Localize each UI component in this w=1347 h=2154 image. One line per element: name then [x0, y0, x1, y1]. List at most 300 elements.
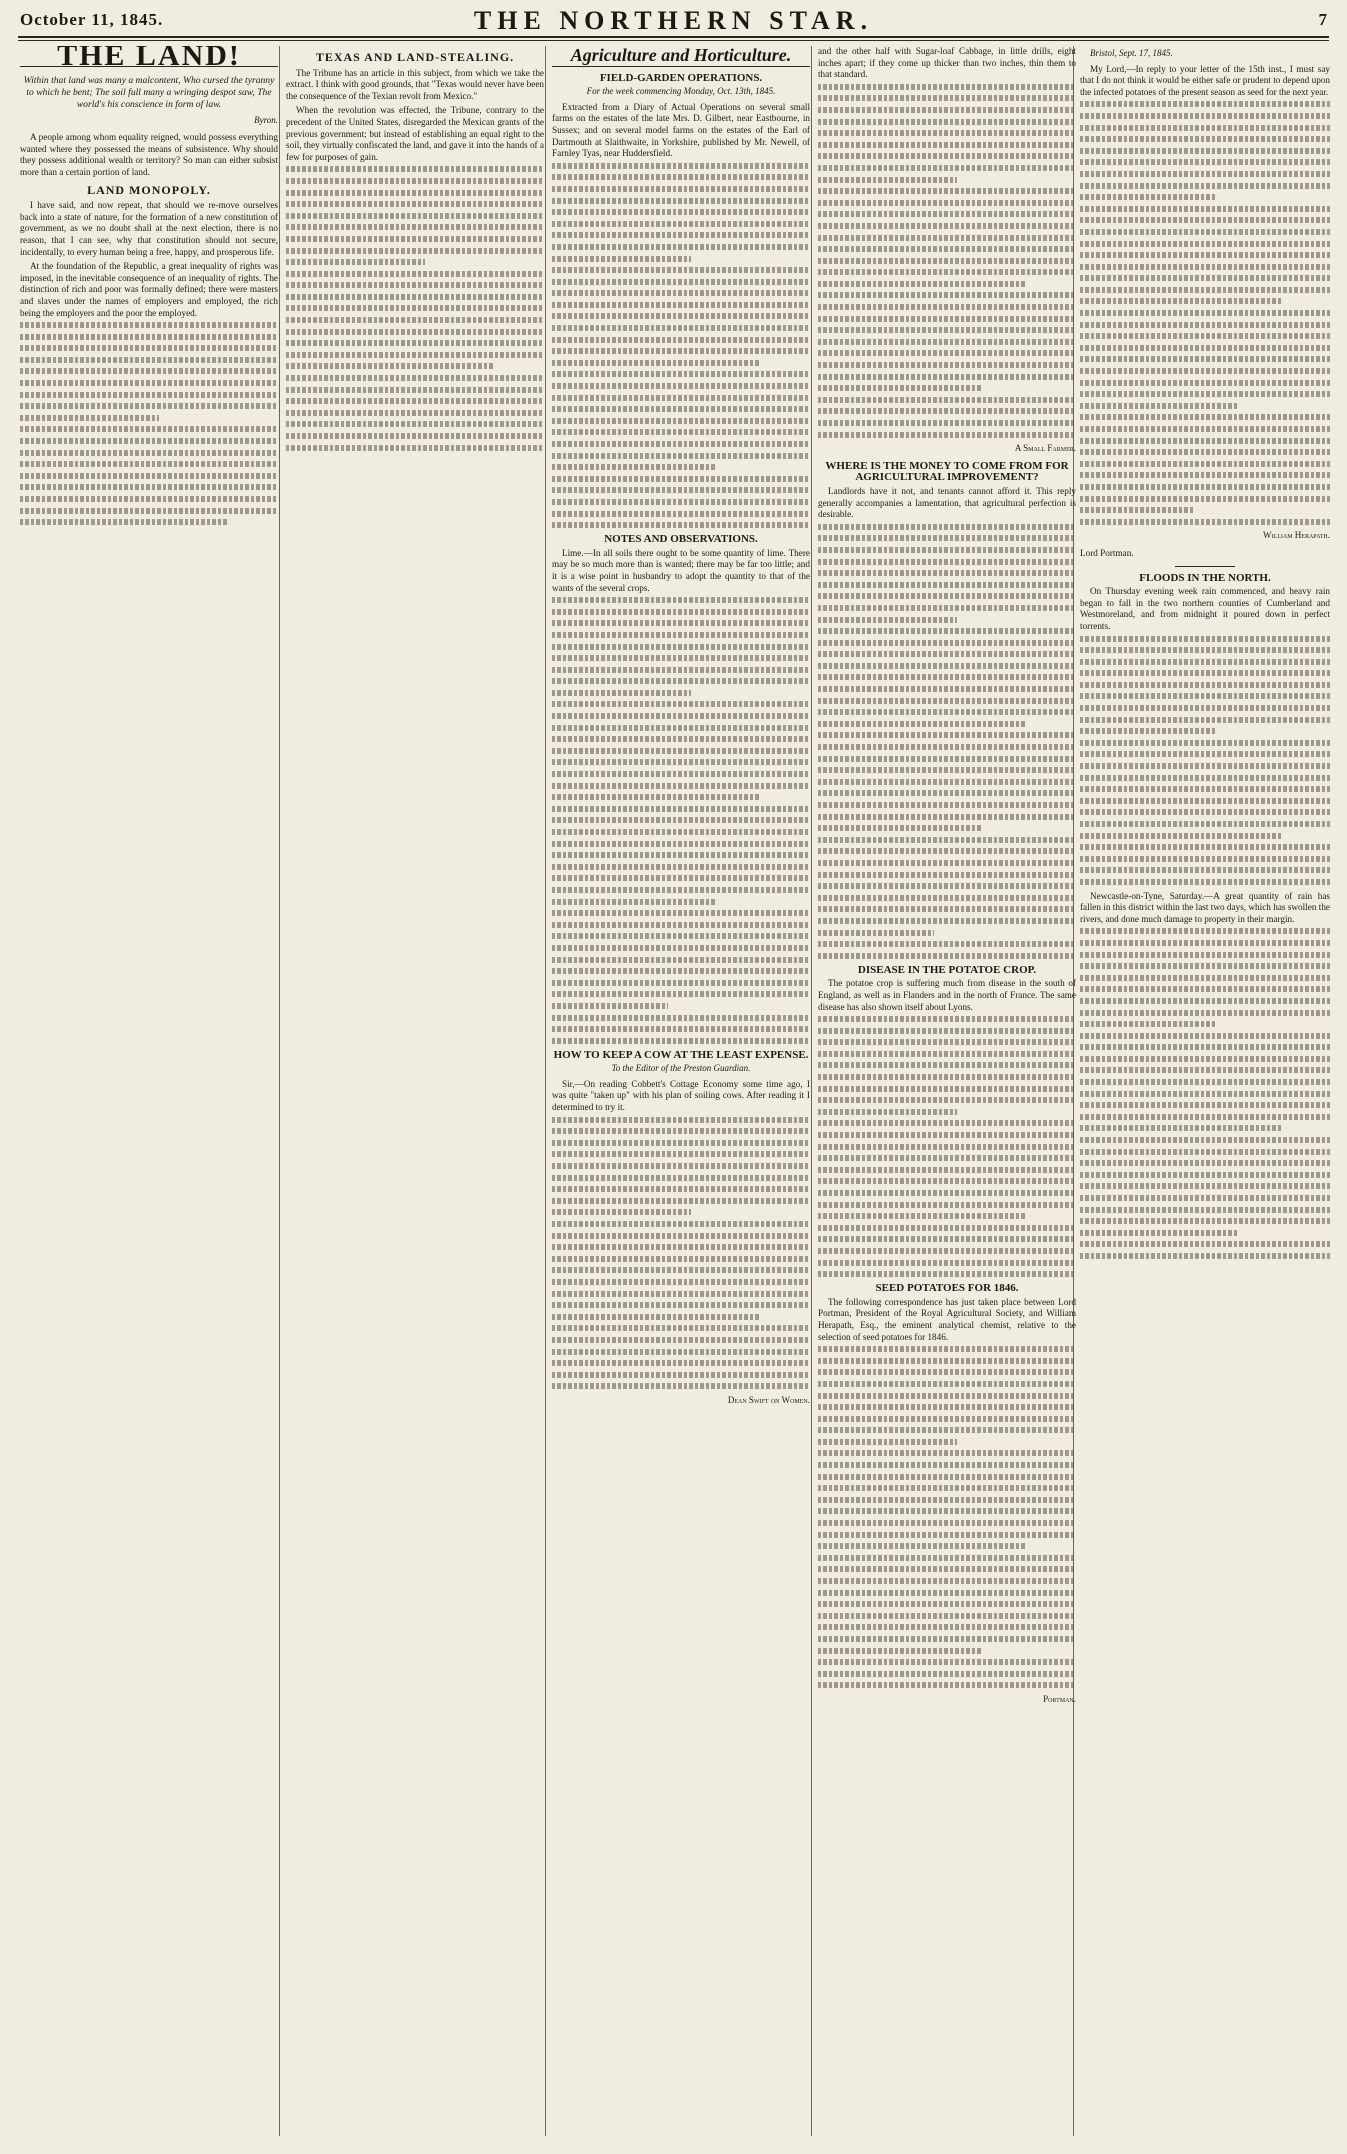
body-text-block: [552, 1117, 810, 1390]
text-line: [818, 1439, 957, 1445]
text-line: [552, 817, 810, 823]
article-paragraph: and the other half with Sugar-loaf Cabbage, in little drills, eight inches apart; if they come up thicker than two inches, thin them to that standard.: [818, 46, 1076, 80]
article-signature: Dean Swift on Women.: [727, 1394, 810, 1405]
text-line: [818, 304, 1076, 310]
text-line: [818, 1659, 1076, 1665]
text-line: [1080, 333, 1330, 339]
text-line: [818, 1109, 957, 1115]
text-line: [286, 445, 544, 451]
text-line: [552, 1256, 810, 1262]
text-line: [818, 327, 1076, 333]
text-line: [818, 640, 1076, 646]
text-line: [552, 360, 761, 366]
body-text-block: [286, 166, 544, 450]
text-line: [552, 1151, 810, 1157]
text-line: [818, 767, 1076, 773]
text-line: [552, 1267, 810, 1273]
text-line: [1080, 682, 1330, 688]
text-line: [818, 107, 1076, 113]
text-line: [818, 1578, 1076, 1584]
text-line: [552, 198, 810, 204]
text-line: [552, 1233, 810, 1239]
text-line: [552, 852, 810, 858]
text-line: [818, 1369, 1076, 1375]
text-line: [1080, 1033, 1330, 1039]
article-paragraph: At the foundation of the Republic, a great inequality of rights was imposed, in the inevitable consequence of an inequality of rights. The distinction of rich and poor was formally defined; there were masters and slaves under the names of employers and employed, the rich being the employers and the poor the employed.: [20, 261, 278, 318]
text-line: [552, 1349, 810, 1355]
subhead-field-garden: FIELD-GARDEN OPERATIONS.: [599, 71, 763, 84]
text-line: [1080, 1021, 1215, 1027]
text-line: [552, 783, 810, 789]
text-line: [818, 1393, 1076, 1399]
text-line: [552, 1209, 691, 1215]
article-paragraph: Sir,—On reading Cobbett's Cottage Economy some time ago, I was quite "taken up" with his plan of soiling cows. After reading it I determined to try it.: [552, 1078, 810, 1113]
section-land-monopoly: LAND MONOPOLY.: [87, 182, 211, 197]
text-line: [552, 1038, 810, 1044]
article-paragraph: I have said, and now repeat, that should we re-move ourselves back into a state of nature, for the formation of a new constitution of government, as we no doubt shall at the next election, there is no reason, that I can see, why that constitution should not secure, incidentally, to every human being a free, happy, and prosperous life.: [20, 200, 278, 257]
text-line: [552, 655, 810, 661]
text-line: [1080, 101, 1330, 107]
text-line: [1080, 426, 1330, 432]
text-line: [818, 628, 1076, 634]
text-line: [1080, 705, 1330, 711]
text-line: [286, 329, 544, 335]
text-line: [552, 244, 810, 250]
text-line: [818, 1462, 1076, 1468]
text-line: [286, 201, 544, 207]
text-line: [552, 620, 810, 626]
text-line: [552, 609, 810, 615]
text-line: [1080, 928, 1330, 934]
text-line: [1080, 1125, 1283, 1131]
text-line: [818, 582, 1076, 588]
text-line: [818, 1485, 1076, 1491]
text-line: [818, 1074, 1076, 1080]
text-line: [552, 968, 810, 974]
text-line: [552, 829, 810, 835]
text-line: [552, 174, 810, 180]
text-line: [286, 259, 425, 265]
text-line: [552, 499, 810, 505]
text-line: [818, 1225, 1076, 1231]
text-line: [818, 84, 1076, 90]
text-line: [818, 374, 1076, 380]
text-line: [552, 899, 715, 905]
text-line: [20, 392, 278, 398]
text-line: [1080, 728, 1215, 734]
text-line: [1080, 310, 1330, 316]
text-line: [818, 1474, 1076, 1480]
text-line: [552, 464, 715, 470]
subhead-to-editor: To the Editor of the Preston Guardian.: [611, 1063, 751, 1074]
text-line: [818, 269, 1076, 275]
text-line: [818, 397, 1076, 403]
text-line: [552, 279, 810, 285]
section-agriculture: Agriculture and Horticulture.: [552, 50, 810, 67]
text-line: [1080, 833, 1283, 839]
text-line: [552, 441, 810, 447]
text-line: [818, 1416, 1076, 1422]
text-line: [552, 864, 810, 870]
text-line: [818, 709, 1076, 715]
text-line: [552, 418, 810, 424]
text-line: [286, 375, 544, 381]
page-number: 7: [1318, 10, 1327, 29]
text-line: [818, 153, 1076, 159]
text-line: [818, 860, 1076, 866]
text-line: [1080, 1218, 1330, 1224]
text-line: [818, 1624, 1076, 1630]
text-line: [818, 1178, 1076, 1184]
text-line: [818, 188, 1076, 194]
text-line: [818, 779, 1076, 785]
subhead-seed-potatoes: SEED POTATOES FOR 1846.: [875, 1282, 1019, 1295]
epigraph-poem: Within that land was many a malcontent, Who cursed the tyranny to which he bent; The soil full many a wringing despot saw, The world's his conscience in form of law.: [23, 74, 275, 110]
text-line: [552, 371, 810, 377]
text-line: [1080, 693, 1330, 699]
text-line: [20, 380, 278, 386]
text-line: [20, 368, 278, 374]
text-line: [818, 547, 1076, 553]
text-line: [552, 667, 810, 673]
text-line: [552, 875, 810, 881]
text-line: [818, 316, 1076, 322]
text-line: [20, 403, 278, 409]
text-line: [1080, 1091, 1330, 1097]
text-line: [286, 352, 544, 358]
text-line: [20, 357, 278, 363]
text-line: [552, 597, 810, 603]
text-line: [552, 256, 691, 262]
text-line: [1080, 229, 1330, 235]
text-line: [818, 420, 1076, 426]
text-line: [552, 395, 810, 401]
text-line: [818, 177, 957, 183]
text-line: [552, 713, 810, 719]
text-line: [552, 748, 810, 754]
section-divider: [1175, 566, 1235, 567]
text-line: [552, 644, 810, 650]
text-line: [1080, 252, 1330, 258]
text-line: [818, 235, 1076, 241]
text-line: [818, 1132, 1076, 1138]
text-line: [1080, 1172, 1330, 1178]
text-line: [552, 678, 810, 684]
text-line: [1080, 1056, 1330, 1062]
body-text-block: [818, 524, 1076, 959]
article-paragraph: Landlords have it not, and tenants cannot afford it. This reply generally accompanies a lamentation, that agricultural perfection is desirable.: [818, 485, 1076, 520]
text-line: [1080, 1230, 1238, 1236]
text-line: [818, 408, 1076, 414]
text-line: [818, 350, 1076, 356]
text-line: [1080, 206, 1330, 212]
article-paragraph: My Lord,—In reply to your letter of the 15th inst., I must say that I do not think it would be either safe or prudent to depend upon the infected potatoes of the present season as seed for the next year.: [1080, 63, 1330, 97]
text-line: [552, 522, 810, 528]
text-line: [20, 334, 278, 340]
text-line: [552, 453, 810, 459]
text-line: [552, 1128, 810, 1134]
body-text-block: [818, 1016, 1076, 1277]
text-line: [1080, 963, 1330, 969]
text-line: [818, 895, 1076, 901]
text-line: [1080, 1137, 1330, 1143]
text-line: [1080, 322, 1330, 328]
text-line: [552, 302, 810, 308]
text-line: [552, 725, 810, 731]
headline-the-land: THE LAND!: [20, 50, 278, 67]
body-text-block: [20, 322, 278, 525]
text-line: [552, 1279, 810, 1285]
text-line: [818, 524, 1076, 530]
text-line: [1080, 1207, 1330, 1213]
text-line: [552, 325, 810, 331]
text-line: [552, 1383, 810, 1389]
column-5: [1080, 46, 1330, 2136]
text-line: [818, 1613, 1076, 1619]
text-line: [818, 1427, 1076, 1433]
text-line: [1080, 1114, 1330, 1120]
text-line: [1080, 391, 1330, 397]
article-paragraph: Extracted from a Diary of Actual Operations on several small farms on the estates of the late Mrs. D. Gilbert, near Eastbourne, in Sussex; and on several model farms on the estates of the Earl of Dartmouth at Slaithwaite, in Yorkshire, published by Mr. Newell, of Farnley Tyas, near Huddersfield.: [552, 101, 810, 159]
text-line: [20, 438, 278, 444]
text-line: [1080, 867, 1330, 873]
text-line: [1080, 786, 1330, 792]
text-line: [552, 980, 810, 986]
text-line: [818, 1271, 1076, 1277]
text-line: [1080, 670, 1330, 676]
text-line: [20, 519, 229, 525]
masthead: [18, 6, 1329, 38]
text-line: [286, 224, 544, 230]
text-line: [286, 248, 544, 254]
letter-dateline: Bristol, Sept. 17, 1845.: [1090, 48, 1173, 58]
text-line: [818, 1062, 1076, 1068]
text-line: [818, 535, 1076, 541]
text-line: [286, 421, 544, 427]
text-line: [818, 211, 1076, 217]
text-line: [1080, 403, 1238, 409]
article-paragraph: On Thursday evening week rain commenced, and heavy rain began to fall in the two northern counties of Cumberland and Westmoreland, and from midnight it poured down in perfect torrents.: [1080, 586, 1330, 631]
text-line: [1080, 751, 1330, 757]
text-line: [20, 473, 278, 479]
text-line: [552, 1026, 810, 1032]
text-line: [286, 271, 544, 277]
text-line: [286, 387, 544, 393]
text-line: [552, 383, 810, 389]
text-line: [20, 415, 159, 421]
text-line: [818, 559, 1076, 565]
text-line: [286, 178, 544, 184]
text-line: [1080, 148, 1330, 154]
text-line: [552, 232, 810, 238]
subhead-floods: FLOODS IN THE NORTH.: [1139, 571, 1271, 584]
subhead-cow: HOW TO KEEP A COW AT THE LEAST EXPENSE.: [553, 1048, 809, 1061]
text-line: [818, 744, 1076, 750]
text-line: [286, 398, 544, 404]
text-line: [1080, 798, 1330, 804]
text-line: [818, 814, 1076, 820]
text-line: [552, 1372, 810, 1378]
text-line: [818, 1248, 1076, 1254]
text-line: [20, 345, 278, 351]
section-texas-land-stealing: TEXAS AND LAND-STEALING.: [315, 50, 515, 64]
text-line: [552, 1314, 761, 1320]
column-4: [818, 46, 1076, 2136]
text-line: [552, 337, 810, 343]
text-line: [818, 130, 1076, 136]
text-line: [818, 1532, 1076, 1538]
text-line: [286, 190, 544, 196]
text-line: [1080, 461, 1330, 467]
text-line: [818, 1543, 1027, 1549]
text-line: [818, 432, 1076, 438]
text-line: [1080, 449, 1330, 455]
text-line: [552, 209, 810, 215]
text-line: [1080, 636, 1330, 642]
text-line: [1080, 241, 1330, 247]
text-line: [1080, 1149, 1330, 1155]
text-line: [1080, 763, 1330, 769]
text-line: [818, 1601, 1076, 1607]
text-line: [818, 698, 1076, 704]
text-line: [1080, 519, 1330, 525]
text-line: [818, 142, 1076, 148]
column-1: [20, 46, 278, 2136]
text-line: [552, 991, 810, 997]
text-line: [818, 223, 1076, 229]
text-line: [818, 95, 1076, 101]
text-line: [20, 484, 278, 490]
text-line: [818, 1120, 1076, 1126]
text-line: [286, 236, 544, 242]
text-line: [552, 632, 810, 638]
text-line: [286, 433, 544, 439]
text-line: [818, 1190, 1076, 1196]
text-line: [286, 340, 544, 346]
text-line: [20, 508, 278, 514]
text-line: [818, 1520, 1076, 1526]
text-line: [1080, 298, 1283, 304]
text-line: [818, 1039, 1076, 1045]
text-line: [20, 322, 278, 328]
text-line: [818, 1555, 1076, 1561]
text-line: [286, 166, 544, 172]
text-line: [1080, 856, 1330, 862]
text-line: [818, 930, 934, 936]
text-line: [818, 1404, 1076, 1410]
article-paragraph: Lime.—In all soils there ought to be some quantity of lime. There may be so much more than is wanted; there may be far too little; and it is a wise point in husbandry to adopt the quantity to that of the wants of the several crops.: [552, 547, 810, 593]
article-signature: William Herapath.: [1263, 530, 1330, 541]
text-line: [552, 511, 810, 517]
text-line: [1080, 380, 1330, 386]
text-line: [1080, 940, 1330, 946]
text-line: [818, 732, 1076, 738]
subhead-week: For the week commencing Monday, Oct. 13th, 1845.: [586, 86, 776, 97]
text-line: [552, 1003, 668, 1009]
text-line: [552, 910, 810, 916]
text-line: [818, 1381, 1076, 1387]
newspaper-title: THE NORTHERN STAR.: [473, 6, 874, 35]
text-line: [818, 570, 1076, 576]
text-line: [1080, 809, 1330, 815]
text-line: [552, 313, 810, 319]
text-line: [1080, 159, 1330, 165]
text-line: [818, 1358, 1076, 1364]
text-line: [552, 1186, 810, 1192]
article-signature: Portman.: [1043, 1693, 1076, 1704]
text-line: [818, 663, 1076, 669]
text-line: [1080, 1044, 1330, 1050]
text-line: [552, 933, 810, 939]
text-line: [20, 461, 278, 467]
text-line: [552, 806, 810, 812]
text-line: [818, 883, 1076, 889]
text-line: [552, 1175, 810, 1181]
text-line: [552, 1140, 810, 1146]
text-line: [1080, 1010, 1330, 1016]
text-line: [552, 1221, 810, 1227]
text-line: [818, 790, 1076, 796]
body-text-block: [1080, 928, 1330, 1259]
text-line: [818, 674, 1076, 680]
text-line: [1080, 659, 1330, 665]
text-line: [1080, 356, 1330, 362]
text-line: [552, 1163, 810, 1169]
text-line: [818, 200, 1076, 206]
text-line: [1080, 217, 1330, 223]
text-line: [818, 918, 1076, 924]
text-line: [1080, 821, 1330, 827]
text-line: [818, 1636, 1076, 1642]
text-line: [552, 841, 810, 847]
text-line: [818, 339, 1076, 345]
text-line: [1080, 125, 1330, 131]
text-line: [552, 290, 810, 296]
text-line: [552, 957, 810, 963]
text-line: [20, 426, 278, 432]
text-line: [818, 837, 1076, 843]
text-line: [818, 953, 1076, 959]
text-line: [1080, 740, 1330, 746]
text-line: [818, 1590, 1076, 1596]
text-line: [1080, 368, 1330, 374]
text-line: [1080, 287, 1330, 293]
text-line: [818, 721, 1027, 727]
text-line: [818, 1671, 1076, 1677]
text-line: [20, 496, 278, 502]
text-line: [552, 1117, 810, 1123]
text-line: [286, 213, 544, 219]
text-line: [1080, 986, 1330, 992]
text-line: [818, 1508, 1076, 1514]
text-line: [552, 487, 810, 493]
text-line: [818, 1144, 1076, 1150]
text-line: [818, 605, 1076, 611]
text-line: [20, 450, 278, 456]
text-line: [818, 906, 1076, 912]
text-line: [1080, 1195, 1330, 1201]
issue-date: October 11, 1845.: [20, 10, 164, 29]
text-line: [1080, 998, 1330, 1004]
text-line: [818, 1682, 1076, 1688]
text-line: [552, 922, 810, 928]
text-line: [1080, 1067, 1330, 1073]
text-line: [286, 282, 544, 288]
text-line: [818, 617, 957, 623]
body-text-block: [552, 597, 810, 1044]
text-line: [286, 294, 544, 300]
text-line: [1080, 952, 1330, 958]
